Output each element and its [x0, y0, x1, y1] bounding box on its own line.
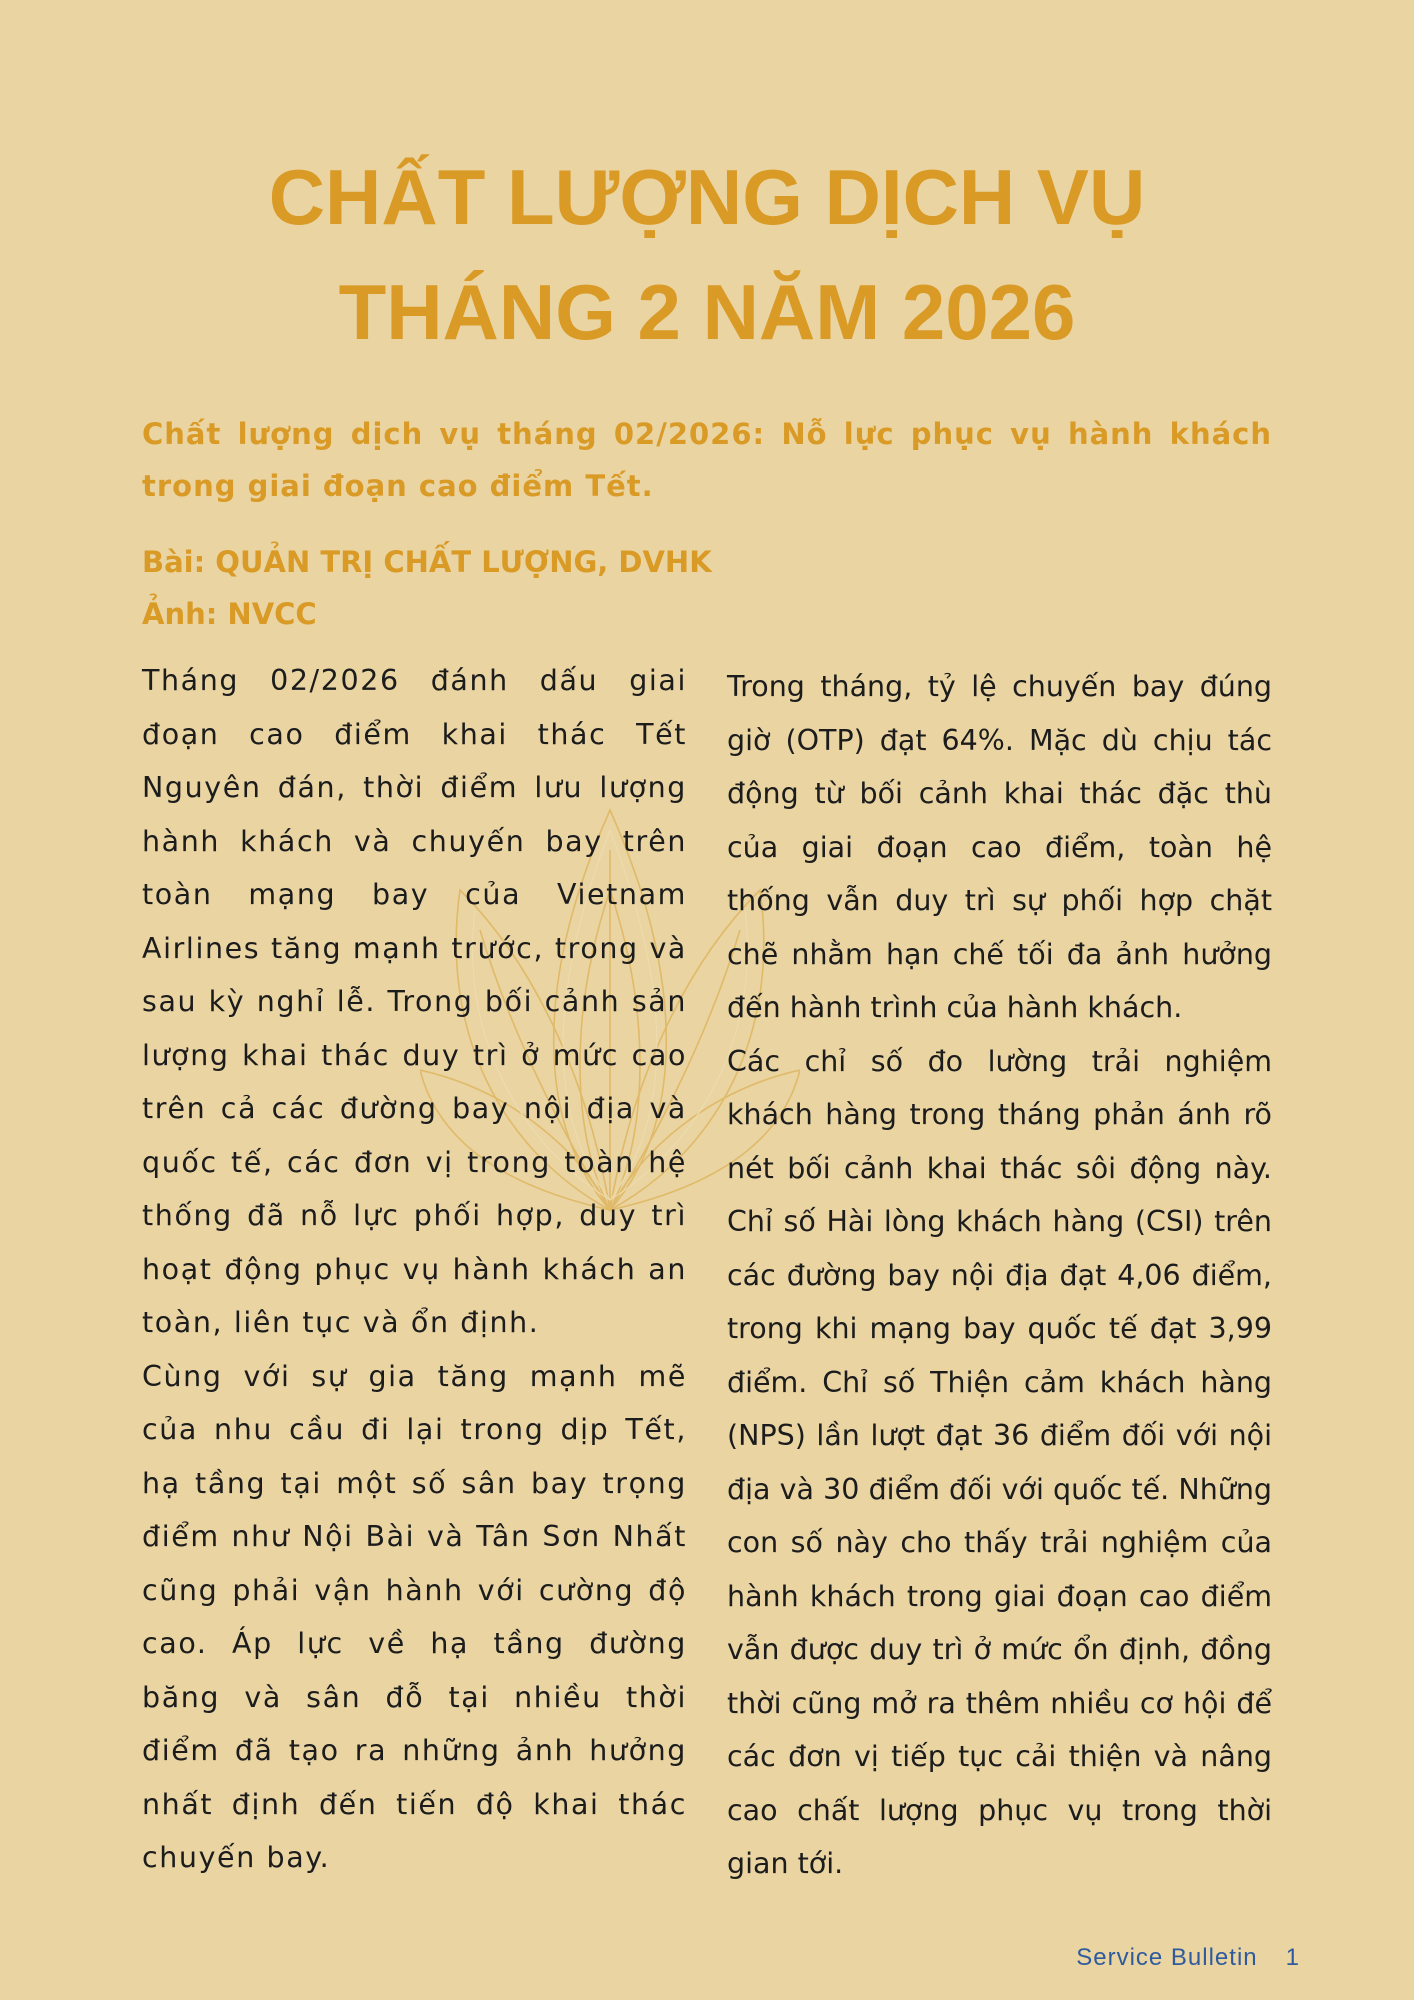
body-paragraph: Trong tháng, tỷ lệ chuyến bay đúng giờ (OTP) đạt 64%. Mặc dù chịu tác động từ bối cảnh khai thác đặc thù của giai đoạn cao điểm, toàn hệ thống vẫn duy trì sự phối hợp chặt chẽ nhằm hạn chế tối đa ảnh hưởng đến hành trình của hành khách. — [727, 670, 1272, 1024]
body-paragraph: Tháng 02/2026 đánh dấu giai đoạn cao điểm khai thác Tết Nguyên đán, thời điểm lưu lượng hành khách và chuyến bay trên toàn mạng bay của Vietnam Airlines tăng mạnh trước, trong và sau kỳ nghỉ lễ. Trong bối cảnh sản lượng khai thác duy trì ở mức cao trên cả các đường bay nội địa và quốc tế, các đơn vị trong toàn hệ thống đã nỗ lực phối hợp, duy trì hoạt động phục vụ hành khách an toàn, liên tục và ổn định. — [142, 664, 687, 1339]
title-line-1: CHẤT LƯỢNG DỊCH VỤ — [268, 153, 1146, 241]
body-paragraph: Cùng với sự gia tăng mạnh mẽ của nhu cầu đi lại trong dịp Tết, hạ tầng tại một số sân bay trọng điểm như Nội Bài và Tân Sơn Nhất cũng phải vận hành với cường độ cao. Áp lực về hạ tầng đường băng và sân đỗ tại nhiều thời điểm đã tạo ra những ảnh hưởng nhất định đến tiến độ khai thác chuyến bay. — [142, 1359, 687, 1874]
page-number: 1 — [1285, 1944, 1300, 1971]
body-column-left — [142, 654, 687, 1885]
page-footer — [1000, 1944, 1300, 1972]
title-line-2: THÁNG 2 NĂM 2026 — [338, 268, 1076, 356]
photo-credit: Ảnh: NVCC — [142, 597, 317, 631]
body-column-right — [727, 660, 1272, 1891]
author-credit: Bài: QUẢN TRỊ CHẤT LƯỢNG, DVHK — [142, 545, 712, 579]
article-subtitle: Chất lượng dịch vụ tháng 02/2026: Nỗ lực phục vụ hành khách trong giai đoạn cao điểm Tết. — [142, 417, 1272, 503]
page-title — [110, 140, 1304, 370]
publication-name: Service Bulletin — [1076, 1944, 1258, 1971]
body-paragraph: Các chỉ số đo lường trải nghiệm khách hàng trong tháng phản ánh rõ nét bối cảnh khai thác sôi động này. Chỉ số Hài lòng khách hàng (CSI) trên các đường bay nội địa đạt 4,06 điểm, trong khi mạng bay quốc tế đạt 3,99 điểm. Chỉ số Thiện cảm khách hàng (NPS) lần lượt đạt 36 điểm đối với nội địa và 30 điểm đối với quốc tế. Những con số này cho thấy trải nghiệm của hành khách trong giai đoạn cao điểm vẫn được duy trì ở mức ổn định, đồng thời cũng mở ra thêm nhiều cơ hội để các đơn vị tiếp tục cải thiện và nâng cao chất lượng phục vụ trong thời gian tới. — [727, 1044, 1272, 1880]
article-credits — [142, 536, 712, 640]
